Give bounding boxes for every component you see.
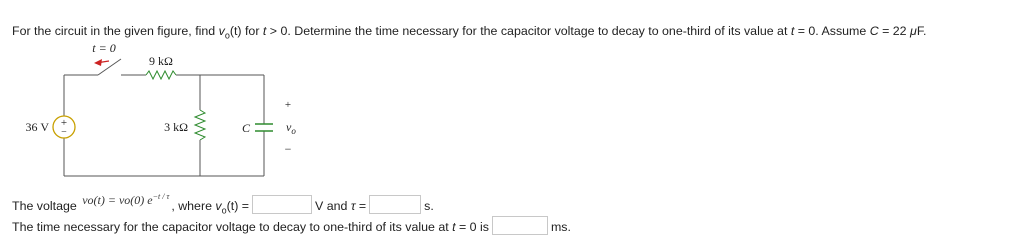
answer-line-2 bbox=[12, 218, 571, 237]
source-plus: + bbox=[60, 117, 68, 129]
answer-t-paren: (t) = bbox=[226, 198, 249, 213]
vo-minus: − bbox=[284, 142, 292, 156]
answer-s-unit: s. bbox=[424, 198, 434, 213]
time-answer-input[interactable] bbox=[492, 216, 548, 235]
problem-t-var: t bbox=[262, 24, 267, 38]
source-label: 36 V bbox=[25, 120, 49, 134]
vo-plus: + bbox=[284, 99, 292, 111]
answer-v-unit: V and bbox=[315, 198, 351, 213]
answer-line-2-t-var: t bbox=[452, 219, 456, 234]
problem-c-var: C bbox=[869, 24, 879, 38]
problem-text-6: F. bbox=[916, 24, 927, 38]
problem-text-1: For the circuit in the given figure, find bbox=[12, 24, 219, 38]
answer-tau-eq: = bbox=[355, 198, 367, 213]
tau-answer-input[interactable] bbox=[369, 195, 421, 214]
problem-text-3: > 0. Determine the time necessary for the capacitor voltage to decay to one-third of its value at bbox=[266, 24, 791, 38]
resistor-9k-label: 9 kΩ bbox=[149, 54, 173, 68]
vo-label-v: v bbox=[286, 120, 292, 134]
switch-arrow-head bbox=[94, 59, 102, 66]
problem-text-2: for bbox=[241, 24, 263, 38]
voltage-equation-exponent: −t / τ bbox=[152, 191, 170, 201]
answer-line-1-where: , where bbox=[171, 198, 216, 213]
problem-text-4: = 0. Assume bbox=[794, 24, 870, 38]
source-minus: − bbox=[61, 127, 67, 138]
vo-label bbox=[286, 120, 296, 136]
answer-tau: τ bbox=[350, 198, 356, 213]
resistor-3k-zigzag bbox=[195, 110, 205, 140]
capacitor-label: C bbox=[241, 121, 250, 135]
problem-mu: μ bbox=[910, 24, 917, 38]
voltage-equation bbox=[82, 193, 169, 207]
problem-text-5: = 22 bbox=[878, 24, 911, 38]
vo-label-sub: o bbox=[291, 126, 296, 136]
voltage-equation-body: vo(t) = vo(0) e bbox=[82, 192, 153, 207]
switch-label: t = 0 bbox=[92, 41, 116, 55]
answer-line-2-tail: = 0 is bbox=[455, 219, 489, 234]
vo-answer-input[interactable] bbox=[252, 195, 312, 214]
answer-line-2-prefix: The time necessary for the capacitor voltage to decay to one-third of its value at bbox=[12, 219, 453, 234]
answer-line-1-prefix: The voltage bbox=[12, 198, 81, 213]
answer-vo-var: v bbox=[215, 198, 222, 213]
resistor-9k-zigzag bbox=[146, 71, 176, 79]
answer-ms-unit: ms. bbox=[550, 219, 571, 234]
answer-vo-sub: o bbox=[221, 205, 227, 216]
problem-t-paren: (t) bbox=[229, 24, 242, 38]
resistor-3k-label: 3 kΩ bbox=[164, 120, 188, 134]
problem-t-var-2: t bbox=[790, 24, 795, 38]
problem-vo-sub: o bbox=[224, 30, 230, 41]
problem-vo-var: v bbox=[218, 24, 225, 38]
